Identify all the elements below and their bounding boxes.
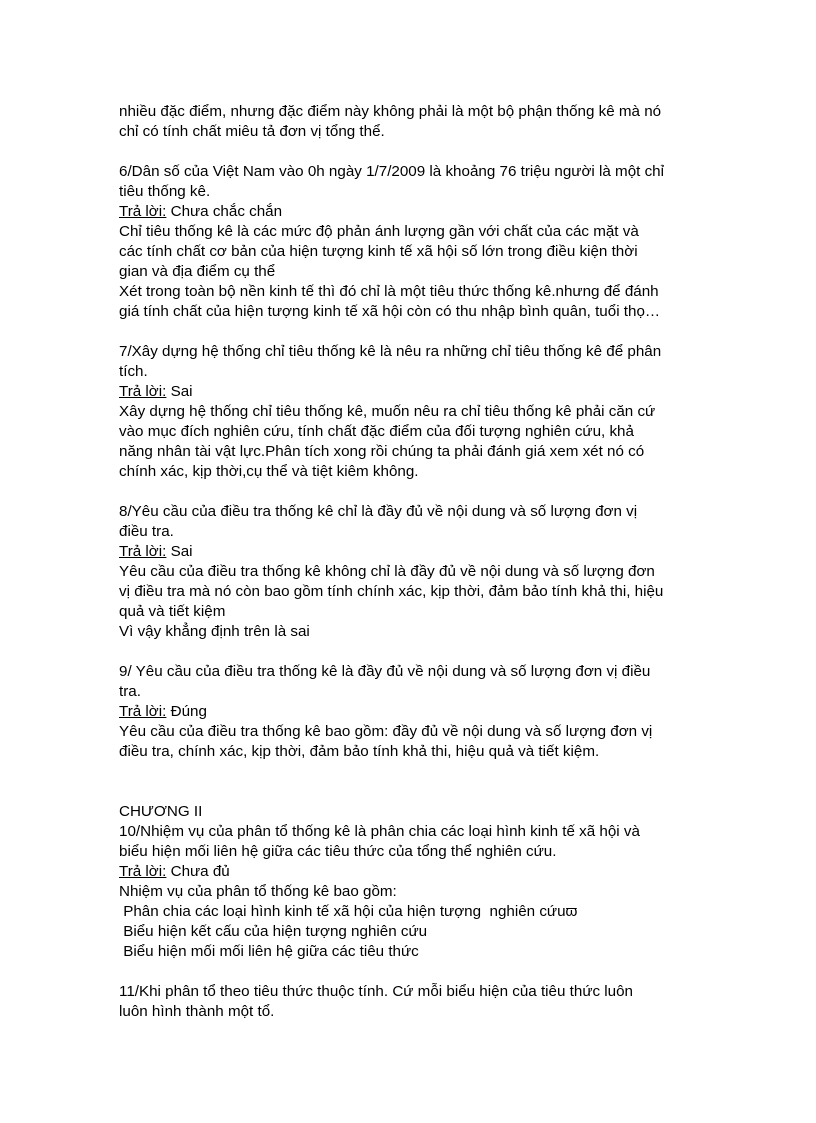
answer-label: Trả lời: (119, 383, 167, 400)
explanation-9-line: Yêu cầu của điều tra thống kê bao gồm: đầy đủ về nội dung và số lượng đơn vị (119, 723, 653, 740)
explanation-6-line: giá tính chất của hiện tượng kinh tế xã hội còn có thu nhập bình quân, tuổi thọ… (119, 303, 661, 320)
intro-line: nhiều đặc điểm, nhưng đặc điểm này không phải là một bộ phận thống kê mà nó (119, 103, 662, 120)
answer-value: Sai (166, 383, 193, 400)
explanation-8-line: vị điều tra mà nó còn bao gồm tính chính xác, kịp thời, đảm bảo tính khả thi, hiệu (119, 583, 664, 600)
explanation-8-line: Vì vậy khẳng định trên là sai (119, 623, 310, 640)
question-6-line: 6/Dân số của Việt Nam vào 0h ngày 1/7/2009 là khoảng 76 triệu người là một chỉ (119, 163, 664, 180)
explanation-8-line: quả và tiết kiệm (119, 603, 226, 620)
question-10-line: 10/Nhiệm vụ của phân tổ thống kê là phân chia các loại hình kinh tế xã hội và (119, 823, 640, 840)
answer-9 (119, 702, 719, 722)
explanation-7-line: Xây dựng hệ thống chỉ tiêu thống kê, muốn nêu ra chỉ tiêu thống kê phải căn cứ (119, 403, 656, 420)
answer-6 (119, 202, 719, 222)
document-page (119, 102, 719, 1022)
explanation-6-line: gian và địa điểm cụ thể (119, 263, 276, 280)
answer-label: Trả lời: (119, 863, 167, 880)
answer-label: Trả lời: (119, 543, 167, 560)
explanation-10-line: Biểu hiện mối mối liên hệ giữa các tiêu thức (119, 943, 419, 960)
answer-label: Trả lời: (119, 703, 167, 720)
question-9-line: tra. (119, 683, 141, 700)
answer-value: Đúng (166, 703, 207, 720)
explanation-7-line: vào mục đích nghiên cứu, tính chất đặc điểm của đối tượng nghiên cứu, khả (119, 423, 634, 440)
question-7-line: 7/Xây dựng hệ thống chỉ tiêu thống kê là nêu ra những chỉ tiêu thống kê để phân (119, 343, 662, 360)
chapter-heading: CHƯƠNG II (119, 803, 203, 820)
answer-8 (119, 542, 719, 562)
question-11-line: luôn hình thành một tổ. (119, 1003, 275, 1020)
explanation-8-line: Yêu cầu của điều tra thống kê không chỉ là đầy đủ về nội dung và số lượng đơn (119, 563, 655, 580)
question-9-line: 9/ Yêu cầu của điều tra thống kê là đầy đủ về nội dung và số lượng đơn vị điều (119, 663, 651, 680)
answer-label: Trả lời: (119, 203, 167, 220)
explanation-7-line: chính xác, kịp thời,cụ thể và tiệt kiêm không. (119, 463, 419, 480)
question-7-line: tích. (119, 363, 148, 380)
explanation-6-line: các tính chất cơ bản của hiện tượng kinh tế xã hội số lớn trong điều kiện thời (119, 243, 638, 260)
explanation-10-line: Biểu hiện kết cấu của hiện tượng nghiên cứu (119, 923, 428, 940)
answer-value: Chưa chắc chắn (166, 203, 283, 220)
answer-value: Chưa đủ (166, 863, 230, 880)
explanation-10-line: Phân chia các loại hình kinh tế xã hội của hiện tượng nghiên cứuϖ (119, 903, 578, 920)
intro-line: chỉ có tính chất miêu tả đơn vị tổng thể. (119, 123, 385, 140)
explanation-7-line: năng nhân tài vật lực.Phân tích xong rồi chúng ta phải đánh giá xem xét nó có (119, 443, 645, 460)
explanation-6-line: Xét trong toàn bộ nền kinh tế thì đó chỉ là một tiêu thức thống kê.nhưng để đánh (119, 283, 659, 300)
question-6-line: tiêu thống kê. (119, 183, 211, 200)
question-10-line: biểu hiện mối liên hệ giữa các tiêu thức của tổng thể nghiên cứu. (119, 843, 557, 860)
explanation-10-line: Nhiệm vụ của phân tổ thống kê bao gồm: (119, 883, 397, 900)
question-8-line: điều tra. (119, 523, 174, 540)
explanation-6-line: Chỉ tiêu thống kê là các mức độ phản ánh lượng gần với chất của các mặt và (119, 223, 639, 240)
answer-7 (119, 382, 719, 402)
answer-value: Sai (166, 543, 193, 560)
question-8-line: 8/Yêu cầu của điều tra thống kê chỉ là đầy đủ về nội dung và số lượng đơn vị (119, 503, 638, 520)
explanation-9-line: điều tra, chính xác, kịp thời, đảm bảo tính khả thi, hiệu quả và tiết kiệm. (119, 743, 600, 760)
answer-10 (119, 862, 719, 882)
question-11-line: 11/Khi phân tổ theo tiêu thức thuộc tính. Cứ mỗi biểu hiện của tiêu thức luôn (119, 983, 634, 1000)
